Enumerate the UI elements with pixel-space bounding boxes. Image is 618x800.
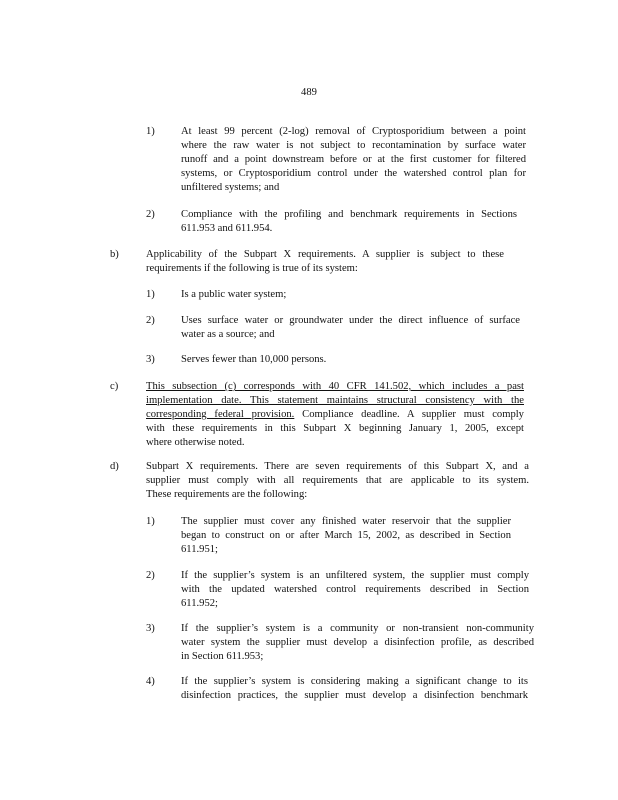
text-line: These requirements are the following: — [146, 489, 308, 500]
text-line: with these requirements in this Subpart X beginning January 1, 2005, except — [146, 423, 524, 434]
text-line: water system the supplier must develop a disinfection profile, as described — [181, 637, 534, 648]
item-text — [181, 353, 481, 367]
text-line — [146, 380, 524, 394]
text-line: with the updated watershed control requirements described in Section — [181, 584, 529, 595]
item-text — [181, 288, 481, 302]
text-line: requirements if the following is true of its system: — [146, 263, 358, 274]
text-line: The supplier must cover any finished water reservoir that the supplier — [181, 516, 511, 527]
text-line: in Section 611.953; — [181, 651, 264, 662]
text-line: 611.952; — [181, 598, 218, 609]
item-text — [181, 622, 534, 664]
text-line: runoff and a point downstream before or at the first customer for filtered — [181, 154, 526, 165]
amended-text: This subsection (c) corresponds with 40 CFR 141.502, which includes a past — [146, 381, 524, 392]
amended-text: implementation date. This statement maintains structural consistency with the — [146, 395, 524, 406]
text-line: water as a source; and — [181, 329, 275, 340]
text-line: If the supplier’s system is a community or non-transient non-community — [181, 623, 534, 634]
text-line: Applicability of the Subpart X requirements. A supplier is subject to these — [146, 249, 504, 260]
amended-text: corresponding federal provision. — [146, 409, 295, 420]
text-line: began to construct on or after March 15, 2002, as described in Section — [181, 530, 511, 541]
text-line: Compliance with the profiling and benchmark requirements in Sections — [181, 209, 517, 220]
item-label: 1) — [146, 126, 155, 137]
text-line — [146, 394, 524, 408]
subsection-text — [146, 460, 529, 502]
item-label: 4) — [146, 676, 155, 687]
text-line: Uses surface water or groundwater under the direct influence of surface — [181, 315, 520, 326]
item-text — [181, 208, 517, 236]
text-line: At least 99 percent (2-log) removal of Cryptosporidium between a point — [181, 126, 526, 137]
item-label: 1) — [146, 516, 155, 527]
item-text — [181, 314, 520, 342]
subsection-label: d) — [110, 461, 119, 472]
text-line — [146, 408, 524, 422]
item-label: 3) — [146, 354, 155, 365]
item-label: 2) — [146, 315, 155, 326]
text-line: Serves fewer than 10,000 persons. — [181, 354, 327, 365]
text-line: Is a public water system; — [181, 289, 287, 300]
text-line: 611.953 and 611.954. — [181, 223, 273, 234]
item-text — [181, 515, 511, 557]
item-label: 3) — [146, 623, 155, 634]
subsection-label: b) — [110, 249, 119, 260]
text-line: supplier must comply with all requirements that are applicable to its system. — [146, 475, 529, 486]
text-line: where otherwise noted. — [146, 437, 245, 448]
original-text: Compliance deadline. A supplier must comply — [294, 409, 524, 420]
text-line: If the supplier’s system is an unfiltered system, the supplier must comply — [181, 570, 529, 581]
text-line: systems, or Cryptosporidium control under the watershed control plan for — [181, 168, 526, 179]
item-text — [181, 125, 526, 195]
text-line: unfiltered systems; and — [181, 182, 280, 193]
text-line: If the supplier’s system is considering making a significant change to its — [181, 676, 528, 687]
item-label: 2) — [146, 570, 155, 581]
item-label: 2) — [146, 209, 155, 220]
subsection-text — [146, 248, 504, 276]
text-line: 611.951; — [181, 544, 218, 555]
item-text — [181, 675, 528, 703]
subsection-text — [146, 380, 524, 450]
text-line: disinfection practices, the supplier must develop a disinfection benchmark — [181, 690, 528, 701]
subsection-label: c) — [110, 381, 119, 392]
text-line: Subpart X requirements. There are seven requirements of this Subpart X, and a — [146, 461, 529, 472]
item-text — [181, 569, 529, 611]
text-line: where the raw water is not subject to recontamination by surface water — [181, 140, 526, 151]
page-number: 489 — [301, 87, 317, 98]
item-label: 1) — [146, 289, 155, 300]
